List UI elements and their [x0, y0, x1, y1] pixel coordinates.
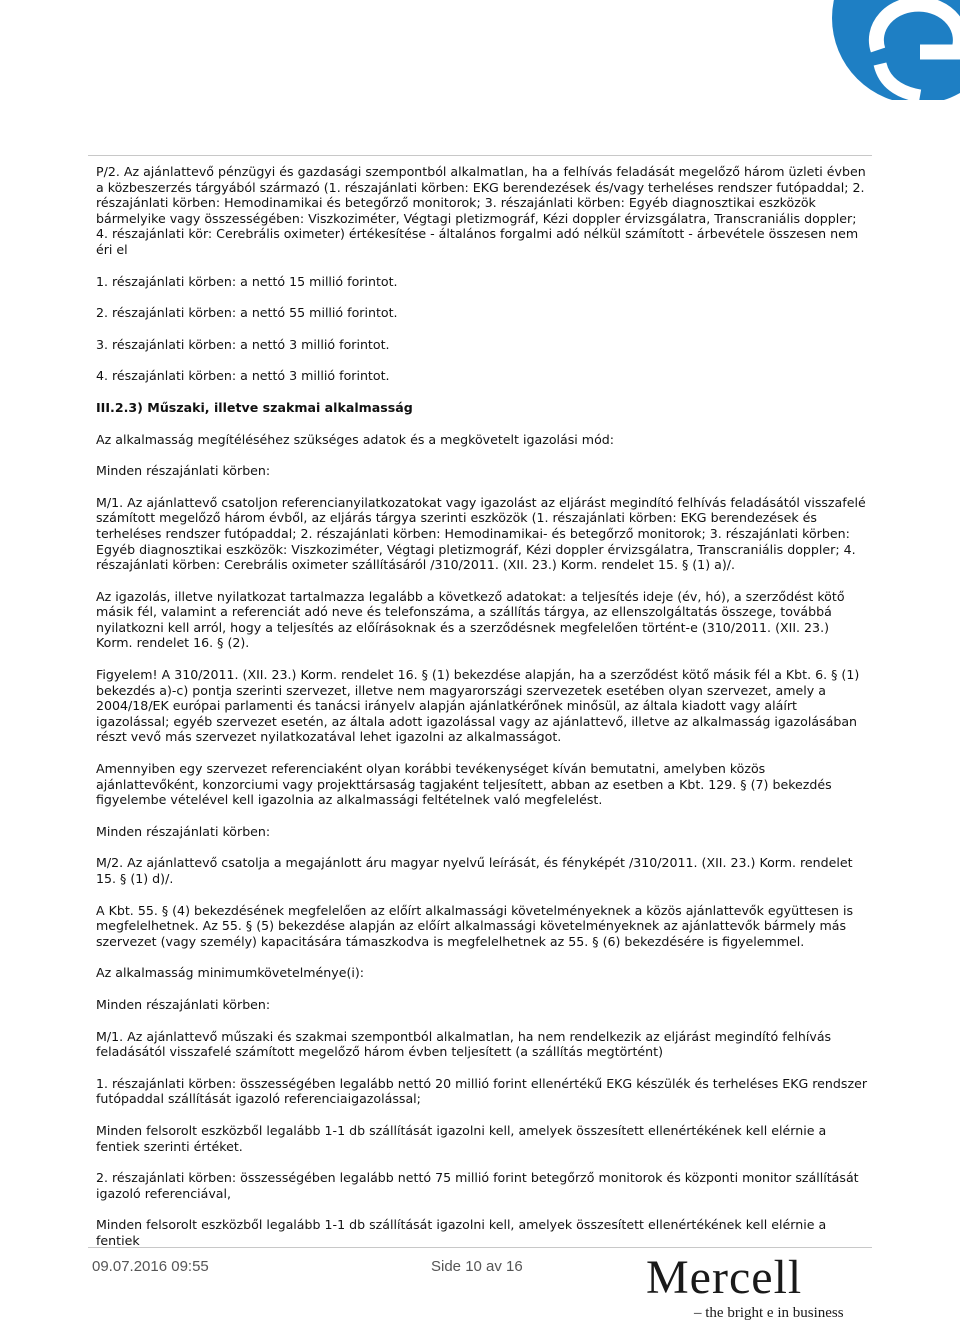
paragraph: Minden felsorolt eszközből legalább 1-1 db szállítását igazolni kell, amelyek összesített ellenértékének kell elérnie a fentiek szerinti értéket. [96, 1122, 827, 1154]
paragraph: Az alkalmasság minimumkövetelménye(i): [96, 965, 365, 981]
paragraph: M/1. Az ajánlattevő műszaki és szakmai szempontból alkalmatlan, ha nem rendelkezik az eljárást megindító felhívás feladásától visszafelé számított megelőző három évben teljesített (a szállítás megtörtént) [96, 1028, 832, 1060]
paragraph-item-2: 2. részajánlati körben: a nettó 55 millió forintot. [96, 305, 398, 321]
paragraph: Az igazolás, illetve nyilatkozat tartalmazza legalább a következő adatokat: a teljesítés ideje (év, hó), a szerződést kötő másik fél, valamint a referenciát adó neve és telefonszáma, a szállítás tárgya, az ellenszolgáltatás összege, továbbá nyilatkozni kell arról, hogy a teljesítés az előírásoknak és a szerződésnek megfelelően történt-e (310/2011. (XII. 23.) Korm. rendelet 16. § (2). [96, 588, 845, 651]
paragraph-item-1: 1. részajánlati körben: a nettó 15 millió forintot. [96, 273, 398, 289]
mercell-corner-logo [770, 0, 960, 100]
paragraph: Figyelem! A 310/2011. (XII. 23.) Korm. rendelet 16. § (1) bekezdése alapján, ha a szerződést kötő másik fél a Kbt. 6. § (1) bekezdés a)-c) pontja szerinti szervezet, illetve nem magyarországi szervezetek esetében olyan szervezet, amely a 2004/18/EK európai parlamenti és tanácsi irányelv alapján ajánlatkérőnek minősül, az általa kiadott vagy aláírt igazolással; egyéb szervezet esetén, az általa adott igazolással vagy az ajánlattevő, illetve az alkalmasság igazolásában részt vevő más szervezet nyilatkozatával lehet igazolni az alkalmasságot. [96, 667, 860, 745]
footer-divider [88, 1247, 872, 1248]
brand-name: Mercell [646, 1251, 803, 1304]
footer-timestamp: 09.07.2016 09:55 [92, 1258, 209, 1275]
paragraph-p2: P/2. Az ajánlattevő pénzügyi és gazdasági szempontból alkalmatlan, ha a felhívás feladását megelőző három üzleti évben a közbeszerzés tárgyából származó (1. részajánlati körben: EKG berendezések és/vagy terheléses rendszer futópaddal; 2. részajánlati körben: Hemodinamikai és betegőrző monitorok; 3. részajánlati körben: Egyéb diagnosztikai eszközök bármelyike vagy összességében: Viszkoziméter, Végtagi pletizmográf, Kézi doppler érvizsgálatra, Transcraniális doppler; 4. részajánlati kör: Cerebrális oximeter) értékesítése - általános forgalmi adó nélkül számított - árbevétele összesen nem éri el [96, 164, 866, 257]
paragraph: Minden részajánlati körben: [96, 823, 271, 839]
header-divider [88, 155, 872, 156]
paragraph: Minden részajánlati körben: [96, 463, 271, 479]
paragraph: Az alkalmasság megítéléséhez szükséges adatok és a megkövetelt igazolási mód: [96, 431, 615, 447]
paragraph-item-3: 3. részajánlati körben: a nettó 3 millió forintot. [96, 336, 390, 352]
paragraph: M/1. Az ajánlattevő csatoljon referencianyilatkozatokat vagy igazolást az eljárást megindító felhívás feladásától visszafelé számított megelőző három évből, az eljárás tárgya szerinti eszközök (1. részajánlati körben: EKG berendezések és terheléses rendszer futópaddal; 2. részajánlati körben: Hemodinamikai- és betegőrző monitorok; 3. részajánlati körben: Egyéb diagnosztikai eszközök: Viszkoziméter, Végtagi pletizmográf, Kézi doppler érvizsgálatra, Transcraniális doppler; 4. részajánlati körben: Cerebrális oximeter szállításáról /310/2011. (XII. 23.) Korm. rendelet 15. § (1) a)/. [96, 494, 866, 573]
paragraph: Minden felsorolt eszközből legalább 1-1 db szállítását igazolni kell, amelyek összesített ellenértékének kell elérnie a fentiek [96, 1217, 827, 1248]
document-body [96, 164, 868, 1265]
paragraph: 1. részajánlati körben: összességében legalább nettó 20 millió forint ellenértékű EKG készülék és terheléses EKG rendszer futópaddal szállítását igazoló referenciaigazolással; [96, 1075, 867, 1107]
paragraph: 2. részajánlati körben: összességében legalább nettó 75 millió forint betegőrző monitorok és központi monitor szállítását igazoló referenciával, [96, 1170, 859, 1201]
paragraph: M/2. Az ajánlattevő csatolja a megajánlott áru magyar nyelvű leírását, és fényképét /310/2011. (XII. 23.) Korm. rendelet 15. § (1) d)/. [96, 855, 853, 886]
paragraph-item-4: 4. részajánlati körben: a nettó 3 millió forintot. [96, 368, 390, 384]
footer-page-number: Side 10 av 16 [431, 1258, 523, 1275]
section-heading: III.2.3) Műszaki, illetve szakmai alkalmasság [96, 399, 413, 415]
paragraph: Minden részajánlati körben: [96, 996, 271, 1012]
brand-tagline: – the bright e in business [694, 1305, 844, 1321]
paragraph: A Kbt. 55. § (4) bekezdésének megfelelően az előírt alkalmassági követelményeknek a közös ajánlattevők együttesen is megfelelhetnek. Az 55. § (5) bekezdése alapján az előírt alkalmassági követelményeknek az ajánlattevők bármely más szervezet (vagy személy) kapacitására támaszkodva is megfelelhetnek az 55. § (6) bekezdésére is figyelemmel. [96, 902, 854, 949]
paragraph: Amennyiben egy szervezet referenciaként olyan korábbi tevékenységet kíván bemutatni, amelyben közös ajánlattevőként, konzorciumi vagy projekttársaság tagjaként teljesített, abban az esetben a Kbt. 129. § (7) bekezdés figyelembe vételével kell igazolnia az alkalmassági feltételnek való megfelelést. [96, 761, 832, 808]
mercell-brand-logo [640, 1253, 870, 1325]
